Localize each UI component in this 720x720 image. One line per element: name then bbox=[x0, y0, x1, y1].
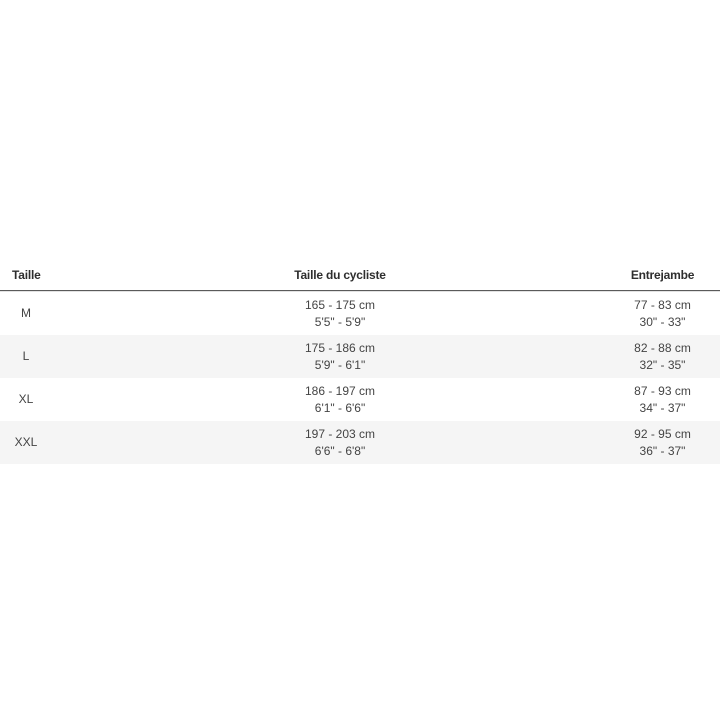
inseam-in: 30" - 33" bbox=[639, 315, 686, 329]
table-row bbox=[0, 335, 720, 378]
cell-size: M bbox=[21, 306, 31, 320]
inseam-cm: 77 - 83 cm bbox=[634, 298, 691, 312]
cell-rider-height bbox=[260, 297, 420, 331]
height-ft: 6'1" - 6'6" bbox=[314, 401, 366, 415]
height-cm: 197 - 203 cm bbox=[304, 427, 376, 441]
cell-rider-height bbox=[260, 383, 420, 417]
table-row bbox=[0, 378, 720, 421]
inseam-in: 36" - 37" bbox=[639, 444, 686, 458]
header-inseam: Entrejambe bbox=[630, 268, 695, 282]
cell-size: XL bbox=[18, 392, 34, 406]
size-chart-table bbox=[0, 258, 720, 464]
cell-inseam bbox=[615, 426, 710, 460]
table-row bbox=[0, 291, 720, 335]
cell-rider-height bbox=[260, 426, 420, 460]
inseam-cm: 92 - 95 cm bbox=[634, 427, 691, 441]
table-row bbox=[0, 421, 720, 464]
header-rider-height: Taille du cycliste bbox=[294, 268, 386, 282]
inseam-cm: 87 - 93 cm bbox=[634, 384, 691, 398]
header-size: Taille bbox=[12, 268, 41, 282]
cell-rider-height bbox=[260, 340, 420, 374]
table-header-row bbox=[0, 258, 720, 291]
height-ft: 5'5" - 5'9" bbox=[314, 315, 366, 329]
cell-size: L bbox=[22, 349, 30, 363]
inseam-cm: 82 - 88 cm bbox=[634, 341, 691, 355]
cell-inseam bbox=[615, 340, 710, 374]
height-ft: 5'9" - 6'1" bbox=[314, 358, 366, 372]
cell-inseam bbox=[615, 383, 710, 417]
height-cm: 165 - 175 cm bbox=[304, 298, 376, 312]
height-cm: 175 - 186 cm bbox=[304, 341, 376, 355]
inseam-in: 34" - 37" bbox=[639, 401, 686, 415]
cell-inseam bbox=[615, 297, 710, 331]
cell-size: XXL bbox=[14, 435, 38, 449]
inseam-in: 32" - 35" bbox=[639, 358, 686, 372]
height-cm: 186 - 197 cm bbox=[304, 384, 376, 398]
height-ft: 6'6" - 6'8" bbox=[314, 444, 366, 458]
